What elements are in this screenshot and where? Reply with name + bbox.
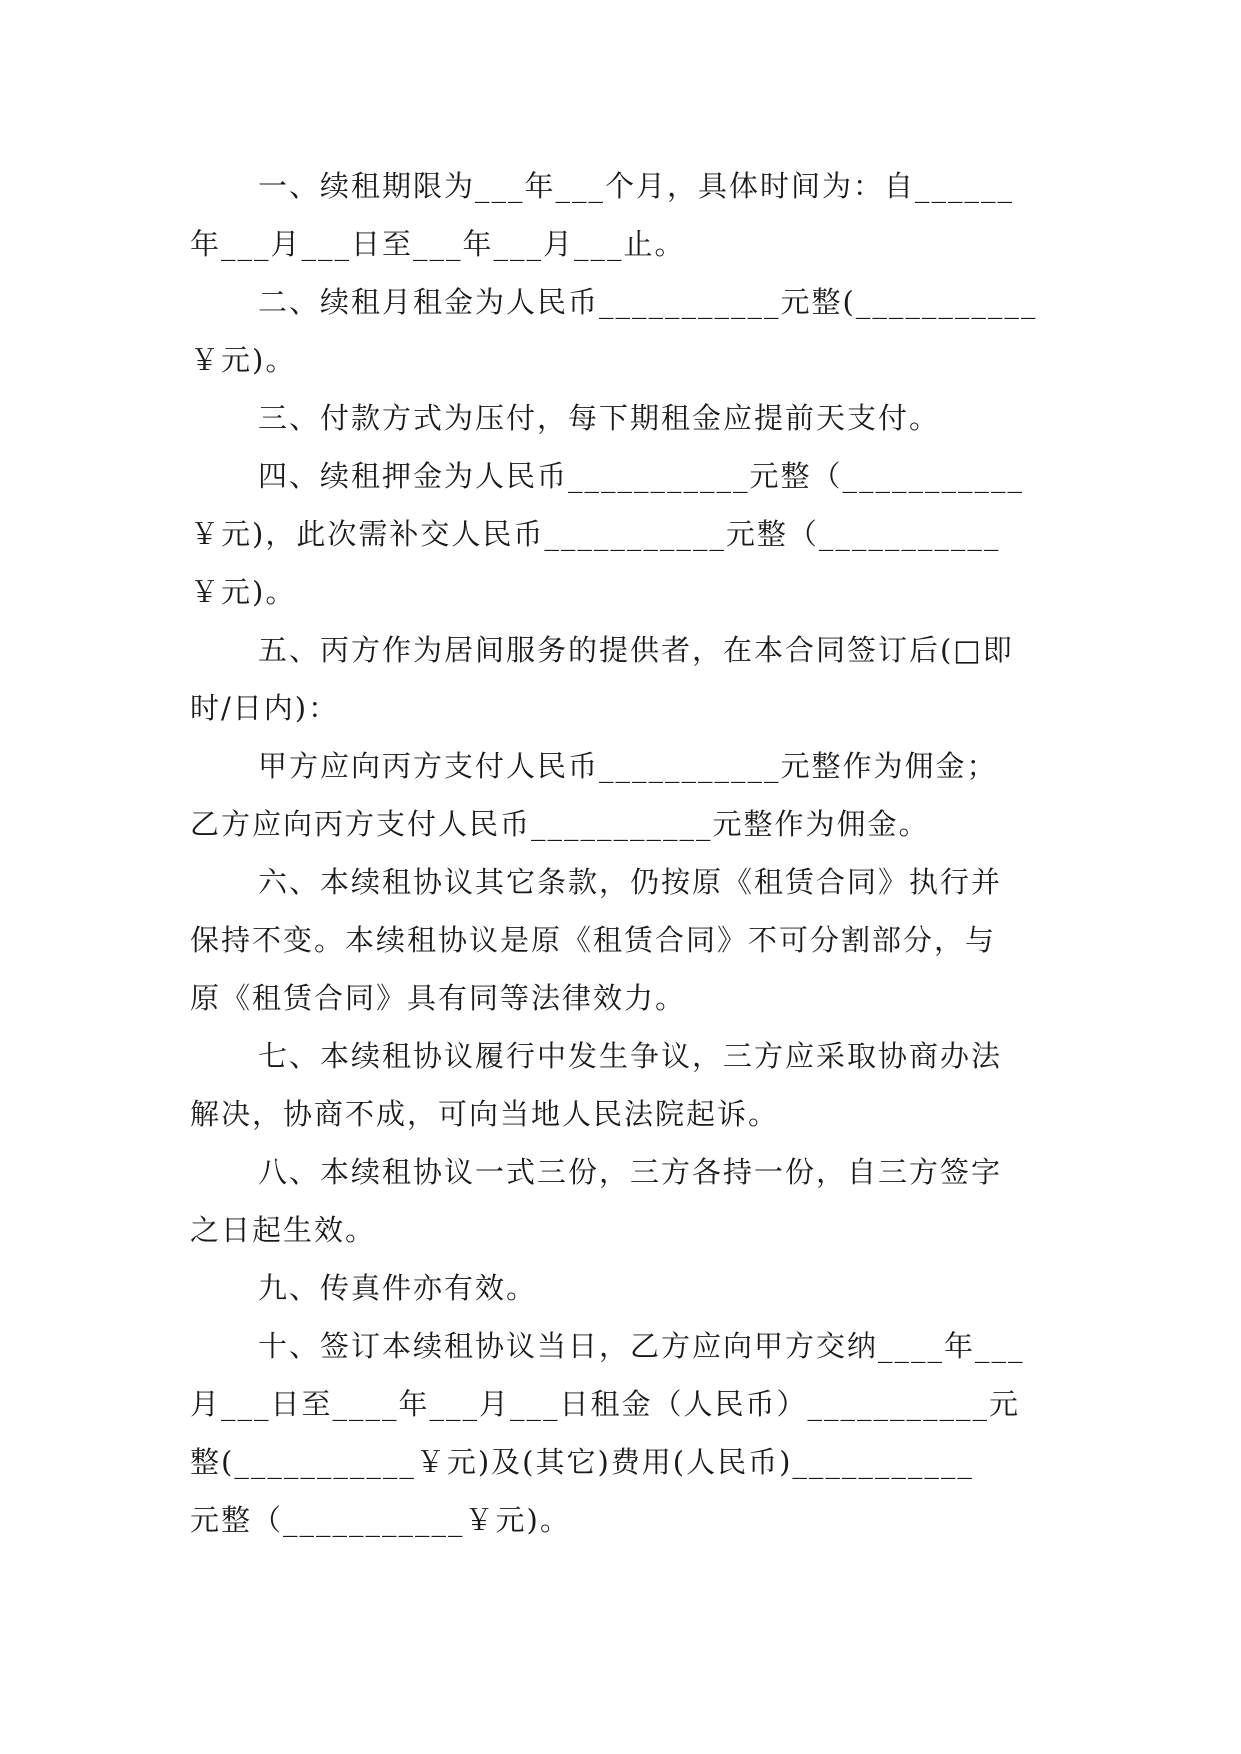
clause-5-line-4: 乙方应向丙方支付人民币___________元整作为佣金。 — [190, 807, 930, 841]
clause-4-line-2: ￥元)，此次需补交人民币___________元整（___________ — [190, 517, 1001, 551]
clause-4-line-1: 四、续租押金为人民币___________元整（___________ — [258, 459, 1025, 493]
clause-8-line-2: 之日起生效。 — [190, 1213, 377, 1247]
clause-1-line-1: 一、续租期限为___年___个月，具体时间为：自______ — [258, 169, 1015, 203]
clause-7-line-2: 解决，协商不成，可向当地人民法院起诉。 — [190, 1097, 780, 1131]
clause-7-line-1: 七、本续租协议履行中发生争议，三方应采取协商办法 — [258, 1039, 1003, 1073]
clause-2-line-1: 二、续租月租金为人民币___________元整(___________ — [258, 285, 1038, 319]
clause-6-line-3: 原《租赁合同》具有同等法律效力。 — [190, 981, 687, 1015]
clause-2-line-2: ￥元)。 — [190, 343, 297, 377]
clause-5-line-3: 甲方应向丙方支付人民币___________元整作为佣金； — [258, 749, 998, 783]
clause-10-line-4: 元整（___________￥元)。 — [190, 1503, 571, 1537]
clause-6-line-2: 保持不变。本续租协议是原《租赁合同》不可分割部分，与 — [190, 923, 997, 957]
clause-5-line-1: 五、丙方作为居间服务的提供者，在本合同签订后(□即 — [258, 633, 1014, 667]
clause-9-line-1: 九、传真件亦有效。 — [258, 1271, 538, 1305]
clause-10-line-2: 月___日至____年___月___日租金（人民币）___________元 — [190, 1387, 1021, 1421]
clause-6-line-1: 六、本续租协议其它条款，仍按原《租赁合同》执行并 — [258, 865, 1003, 899]
clause-4-line-3: ￥元)。 — [190, 575, 297, 609]
clause-1-line-2: 年___月___日至___年___月___止。 — [190, 227, 686, 261]
clause-5-line-2: 时/日内)： — [190, 691, 340, 725]
clause-10-line-3: 整(___________￥元)及(其它)费用(人民币)___________ — [190, 1445, 974, 1479]
clause-3-line-1: 三、付款方式为压付，每下期租金应提前天支付。 — [258, 401, 941, 435]
clause-10-line-1: 十、签订本续租协议当日，乙方应向甲方交纳____年___ — [258, 1329, 1025, 1363]
clause-8-line-1: 八、本续租协议一式三份，三方各持一份，自三方签字 — [258, 1155, 1003, 1189]
